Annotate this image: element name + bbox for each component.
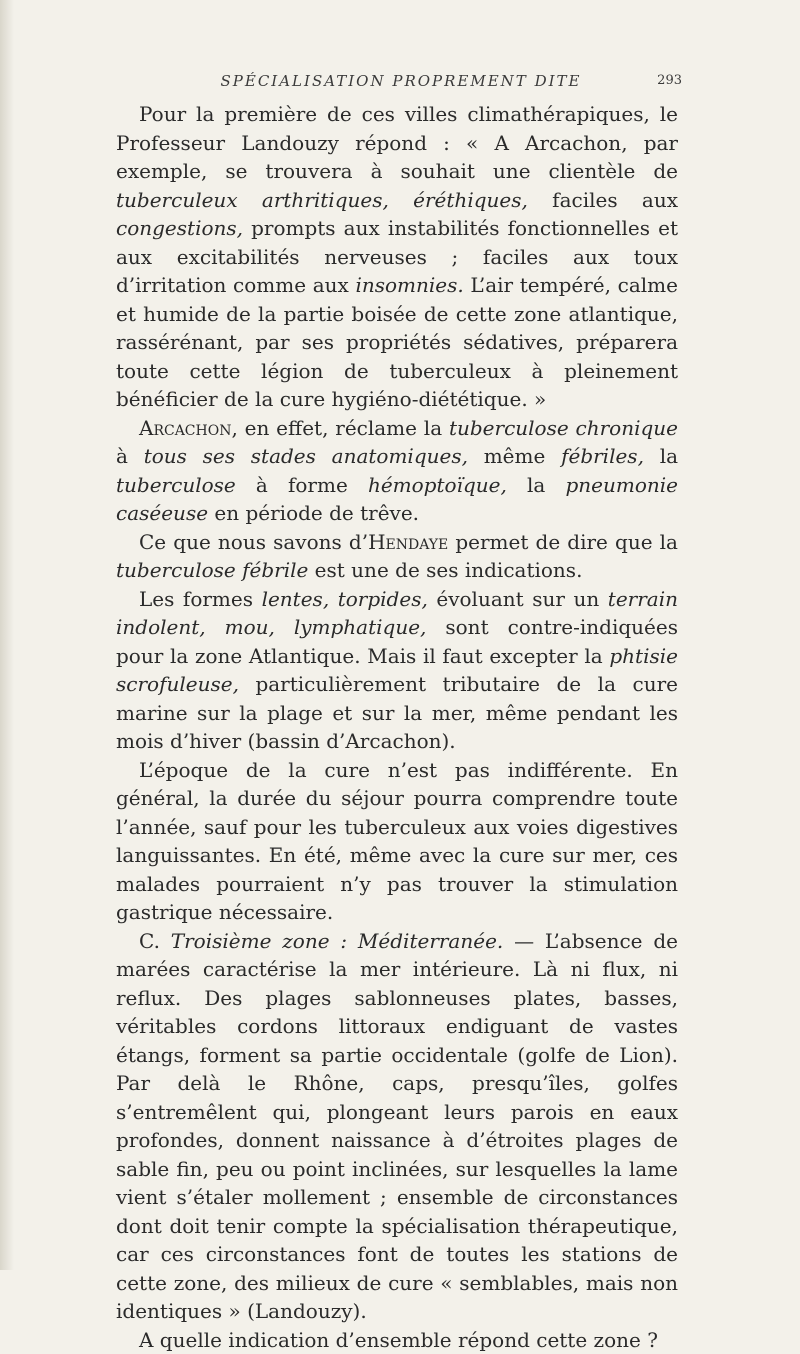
paragraph	[116, 1326, 678, 1354]
emphasis-segment: congestions,	[116, 216, 243, 240]
paragraph	[116, 100, 678, 414]
text-segment: — L’absence de marées caractérise la mer intérieure. Là ni flux, ni reflux. Des plages sablonneuses plates, basses, véritables cordons littoraux endiguant de vastes étangs, forment sa partie occidentale (golfe de Lion). Par delà le Rhône, caps, presqu’îles, golfes s’entremêlent qui, plongeant leurs parois en eaux profondes, donnent naissance à d’étroites plages de sable fin, peu ou point inclinées, sur lesquelles la lame vient s’étaler mollement ; ensemble de circonstances dont doit tenir compte la spécialisation thérapeutique, car ces circonstances font de toutes les stations de cette zone, des milieux de cure « semblables, mais non identiques » (Landouzy).	[116, 929, 678, 1324]
emphasis-segment: tous ses stades anatomiques,	[144, 444, 468, 468]
emphasis-segment: Troisième zone : Méditerranée.	[171, 929, 504, 953]
paragraph	[116, 585, 678, 756]
emphasis-segment: terrain indolent, mou, lymphatique,	[116, 587, 678, 640]
text-segment: sont contre-indiquées pour la zone Atlantique. Mais il faut excepter la	[116, 615, 678, 668]
text-segment: L’air tempéré, calme et humide de la partie boisée de cette zone atlantique, rassérénant, par ses propriétés sédatives, préparera toute cette légion de tuberculeux à pleinement bénéficier de la cure hygiéno-diététique. »	[116, 273, 678, 411]
emphasis-segment: tuberculose	[116, 473, 236, 497]
page-binding-edge	[0, 0, 14, 1270]
emphasis-segment: tuberculose chronique	[449, 416, 678, 440]
paragraph	[116, 528, 678, 585]
emphasis-segment: tuberculeux arthritiques, éréthiques,	[116, 188, 528, 212]
text-segment: C.	[139, 929, 171, 953]
text-segment: Ce que nous savons d’	[139, 530, 368, 554]
paragraph	[116, 927, 678, 1326]
text-segment: en effet, réclame la	[238, 416, 449, 440]
page-number: 293	[657, 73, 682, 88]
paragraph	[116, 414, 678, 528]
text-segment: la	[507, 473, 566, 497]
text-segment: en période de trêve.	[208, 501, 419, 525]
emphasis-segment: tuberculose fébrile	[116, 558, 308, 582]
text-segment: à forme	[236, 473, 368, 497]
text-segment: Pour la première de ces villes climathérapiques, le Professeur Landouzy répond : « A Arcachon, par exemple, se trouvera à souhait une clientèle de	[116, 102, 678, 183]
running-head: SPÉCIALISATION PROPREMENT DITE	[171, 72, 631, 90]
text-segment: à	[116, 444, 144, 468]
emphasis-segment: insomnies.	[355, 273, 463, 297]
emphasis-segment: hémoptoïque,	[368, 473, 507, 497]
text-segment: particulièrement tributaire de la cure marine sur la plage et sur la mer, même pendant les mois d’hiver (bassin d’Arcachon).	[116, 672, 678, 753]
text-segment: prompts aux instabilités fonctionnelles et aux excitabilités nerveuses ; faciles aux toux d’irritation comme aux	[116, 216, 678, 297]
text-segment: est une de ses indications.	[308, 558, 582, 582]
text-segment: A quelle indication d’ensemble répond cette zone ?	[139, 1328, 658, 1352]
text-segment: évoluant sur un	[428, 587, 608, 611]
emphasis-segment: fébriles,	[561, 444, 644, 468]
text-segment: la	[644, 444, 678, 468]
smallcaps-segment: Hendaye	[368, 530, 448, 554]
text-segment: faciles aux	[528, 188, 678, 212]
emphasis-segment: lentes, torpides,	[262, 587, 428, 611]
text-segment: L’époque de la cure n’est pas indifférente. En général, la durée du séjour pourra comprendre toute l’année, sauf pour les tuberculeux aux voies digestives languissantes. En été, même avec la cure sur mer, ces malades pourraient n’y pas trouver la stimulation gastrique nécessaire.	[116, 758, 678, 925]
paragraph	[116, 756, 678, 927]
emphasis-segment: phtisie scrofuleuse,	[116, 644, 678, 697]
text-segment: même	[468, 444, 561, 468]
smallcaps-segment: Arcachon,	[139, 416, 238, 440]
text-segment: Les formes	[139, 587, 262, 611]
text-segment: permet de dire que la	[448, 530, 678, 554]
body-text	[116, 100, 678, 1354]
emphasis-segment: pneumonie caséeuse	[116, 473, 678, 526]
